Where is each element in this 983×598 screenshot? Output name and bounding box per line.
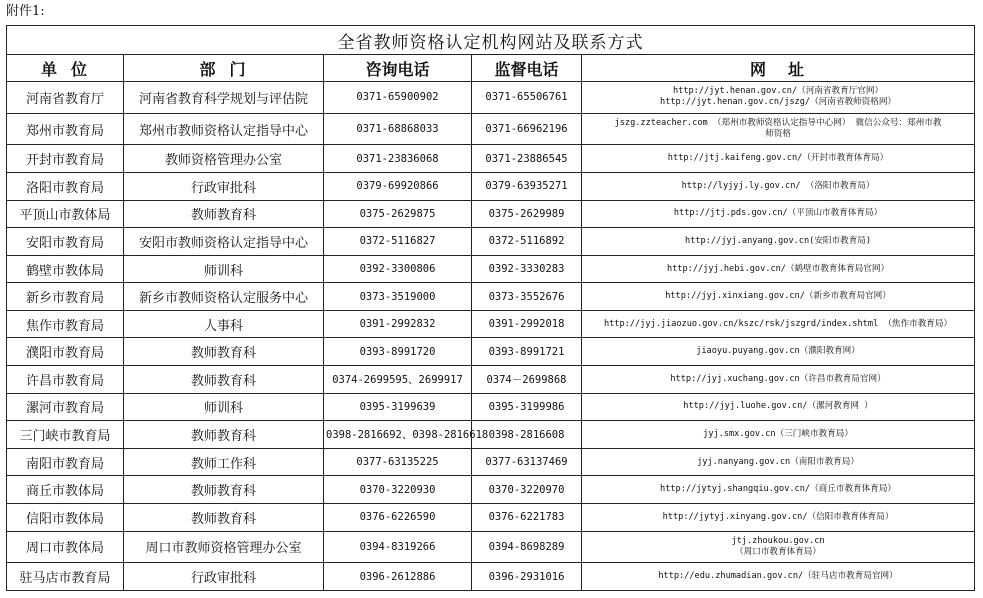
cell-dept: 新乡市教师资格认定服务中心 [124,283,324,311]
cell-unit: 漯河市教育局 [7,393,124,421]
header-website: 网址 [582,55,975,82]
cell-unit: 开封市教育局 [7,145,124,173]
cell-dept: 周口市教师资格管理办公室 [124,531,324,563]
header-dept: 部门 [124,55,324,82]
cell-consult-phone: 0393-8991720 [324,338,472,366]
cell-dept: 人事科 [124,310,324,338]
cell-unit: 郑州市教育局 [7,113,124,145]
cell-consult-phone: 0376-6226590 [324,503,472,531]
cell-website [582,200,975,228]
website-line: jszg.zzteacher.com （郑州市教师资格认定指导中心网） 微信公众号：郑州市教 [614,118,942,129]
cell-dept: 行政审批科 [124,563,324,591]
cell-unit: 三门峡市教育局 [7,421,124,449]
cell-dept: 教师资格管理办公室 [124,145,324,173]
cell-consult-phone: 0370-3220930 [324,476,472,504]
cell-dept: 郑州市教师资格认定指导中心 [124,113,324,145]
table-row [7,228,975,256]
cell-unit: 许昌市教育局 [7,366,124,394]
table-row [7,113,975,145]
cell-supervise-phone: 0375-2629989 [472,200,582,228]
table-row [7,421,975,449]
cell-dept: 教师教育科 [124,366,324,394]
table-row [7,563,975,591]
cell-unit: 鹤壁市教体局 [7,255,124,283]
cell-supervise-phone: 0372-5116892 [472,228,582,256]
cell-unit: 周口市教体局 [7,531,124,563]
table-row [7,476,975,504]
website-line: jyj.nanyang.gov.cn（南阳市教育局） [697,456,859,467]
cell-website [582,173,975,201]
cell-unit: 南阳市教育局 [7,448,124,476]
cell-consult-phone: 0392-3300806 [324,255,472,283]
cell-website [582,563,975,591]
table-row [7,503,975,531]
cell-consult-phone: 0391-2992832 [324,310,472,338]
website-line: http://lyjyj.ly.gov.cn/ （洛阳市教育局） [681,180,875,191]
cell-supervise-phone: 0392-3330283 [472,255,582,283]
cell-consult-phone: 0375-2629875 [324,200,472,228]
cell-consult-phone: 0379-69920866 [324,173,472,201]
contacts-table [6,25,975,591]
cell-website [582,310,975,338]
cell-unit: 新乡市教育局 [7,283,124,311]
website-line: http://jyj.xinxiang.gov.cn/（新乡市教育局官网） [665,291,891,302]
cell-dept: 教师教育科 [124,338,324,366]
cell-supervise-phone: 0371-65506761 [472,82,582,114]
header-unit: 单位 [7,55,124,82]
website-line: http://edu.zhumadian.gov.cn/（驻马店市教育局官网） [658,571,898,582]
website-line: jiaoyu.puyang.gov.cn（濮阳教育网） [696,346,860,357]
cell-unit: 河南省教育厅 [7,82,124,114]
cell-supervise-phone: 0396-2931016 [472,563,582,591]
table-row [7,145,975,173]
cell-dept: 行政审批科 [124,173,324,201]
table-row [7,82,975,114]
cell-unit: 安阳市教育局 [7,228,124,256]
cell-consult-phone: 0372-5116827 [324,228,472,256]
cell-consult-phone: 0371-68868033 [324,113,472,145]
cell-dept: 教师教育科 [124,476,324,504]
cell-supervise-phone: 0373-3552676 [472,283,582,311]
cell-unit: 商丘市教体局 [7,476,124,504]
website-line: http://jtj.pds.gov.cn/（平顶山市教育体育局） [673,208,883,219]
cell-dept: 教师教育科 [124,503,324,531]
website-line: http://jyt.henan.gov.cn/jszg/（河南省教师资格网） [660,97,897,108]
cell-dept: 师训科 [124,393,324,421]
table-row [7,310,975,338]
cell-consult-phone: 0373-3519000 [324,283,472,311]
cell-website [582,503,975,531]
website-line: http://jyj.jiaozuo.gov.cn/kszc/rsk/jszgrd/index.shtml （焦作市教育局） [603,318,953,329]
cell-website [582,476,975,504]
cell-unit: 信阳市教体局 [7,503,124,531]
cell-website [582,255,975,283]
cell-website [582,145,975,173]
cell-website [582,338,975,366]
website-line: jyj.smx.gov.cn（三门峡市教育局） [703,429,853,439]
table-row [7,366,975,394]
cell-website [582,283,975,311]
website-line: 师资格 [765,129,791,140]
cell-dept: 师训科 [124,255,324,283]
cell-consult-phone: 0371-23836068 [324,145,472,173]
cell-website [582,366,975,394]
cell-supervise-phone: 0398-2816608 [472,421,582,449]
website-line: http://jyj.hebi.gov.cn/（鹤壁市教育体育局官网） [666,263,890,274]
cell-unit: 焦作市教育局 [7,310,124,338]
table-row [7,338,975,366]
cell-consult-phone: 0371-65900902 [324,82,472,114]
cell-supervise-phone: 0374－2699868 [472,366,582,394]
cell-dept: 教师教育科 [124,200,324,228]
cell-dept: 教师教育科 [124,421,324,449]
cell-consult-phone: 0394-8319266 [324,531,472,563]
cell-unit: 濮阳市教育局 [7,338,124,366]
table-row [7,173,975,201]
cell-supervise-phone: 0394-8698289 [472,531,582,563]
website-line: http://jytyj.shangqiu.gov.cn/（商丘市教育体育局） [660,484,897,495]
cell-supervise-phone: 0379-63935271 [472,173,582,201]
website-line: jtj.zhoukou.gov.cn [731,535,825,546]
cell-dept: 河南省教育科学规划与评估院 [124,82,324,114]
cell-website [582,393,975,421]
table-row [7,393,975,421]
table-row [7,448,975,476]
cell-dept: 安阳市教师资格认定指导中心 [124,228,324,256]
cell-supervise-phone: 0371-66962196 [472,113,582,145]
header-consult-phone: 咨询电话 [324,55,472,82]
cell-website [582,448,975,476]
title-row [7,26,975,55]
header-row [7,55,975,82]
cell-supervise-phone: 0395-3199986 [472,393,582,421]
cell-dept: 教师工作科 [124,448,324,476]
cell-consult-phone: 0396-2612886 [324,563,472,591]
cell-consult-phone: 0398-2816692、0398-2816618 [324,421,472,449]
cell-consult-phone: 0374-2699595、2699917 [324,366,472,394]
cell-unit: 平顶山市教体局 [7,200,124,228]
website-line: http://jyt.henan.gov.cn/（河南省教育厅官网） [672,86,884,97]
table-row [7,200,975,228]
header-supervise-phone: 监督电话 [472,55,582,82]
cell-supervise-phone: 0370-3220970 [472,476,582,504]
cell-unit: 洛阳市教育局 [7,173,124,201]
cell-website [582,113,975,145]
website-line: http://jyj.luohe.gov.cn/（漯河教育网 ） [683,401,873,412]
attachment-label: 附件1: [6,4,45,19]
cell-consult-phone: 0395-3199639 [324,393,472,421]
cell-supervise-phone: 0393-8991721 [472,338,582,366]
website-line: http://jtj.kaifeng.gov.cn/（开封市教育体育局） [667,153,889,164]
website-line: http://jyj.anyang.gov.cn(安阳市教育局) [684,235,872,246]
cell-website [582,82,975,114]
website-line: http://jyj.xuchang.gov.cn（许昌市教育局官网） [670,373,886,384]
cell-supervise-phone: 0377-63137469 [472,448,582,476]
cell-website [582,421,975,449]
cell-supervise-phone: 0391-2992018 [472,310,582,338]
table-row [7,531,975,563]
website-line: （周口市教育体育局） [735,546,821,557]
table-row [7,283,975,311]
website-line: http://jytyj.xinyang.gov.cn/（信阳市教育体育局） [662,511,894,522]
cell-supervise-phone: 0371-23886545 [472,145,582,173]
cell-supervise-phone: 0376-6221783 [472,503,582,531]
cell-unit: 驻马店市教育局 [7,563,124,591]
cell-consult-phone: 0377-63135225 [324,448,472,476]
cell-website [582,531,975,563]
table-title: 全省教师资格认定机构网站及联系方式 [7,26,975,55]
cell-website [582,228,975,256]
table-row [7,255,975,283]
